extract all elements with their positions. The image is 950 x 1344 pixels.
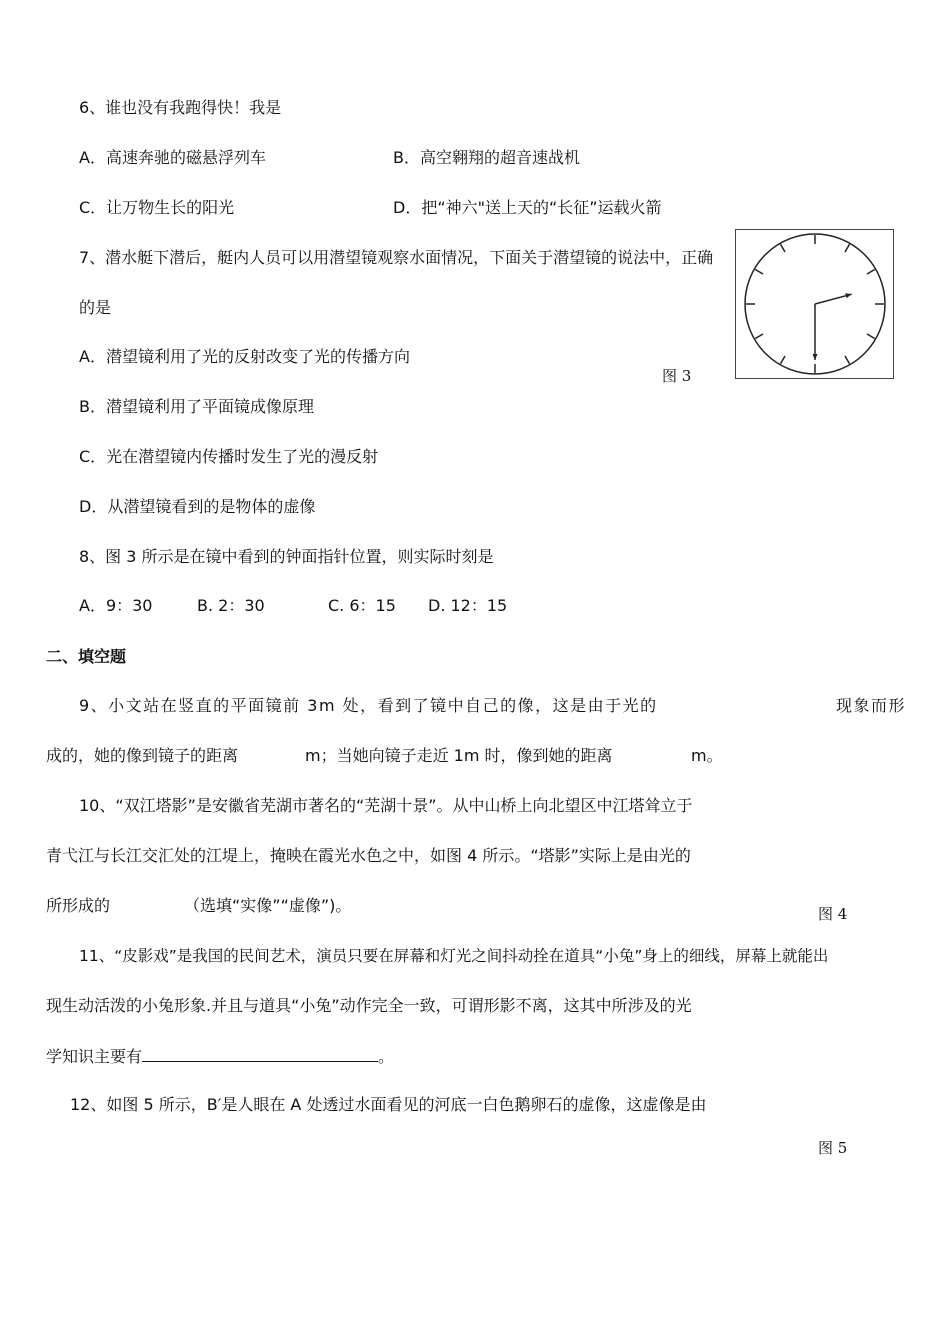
clock-tick — [755, 334, 763, 339]
clock-figure — [735, 229, 894, 379]
q12-line1: 12、如图 5 所示，B′是人眼在 A 处透过水面看见的河底一白色鹅卵石的虚像，这虚像是由 — [70, 1095, 707, 1114]
q11-line3-text: 学知识主要有 — [46, 1047, 143, 1066]
clock-tick — [781, 244, 786, 252]
q9-line1 — [79, 695, 906, 717]
q8-option-d: D. 12：15 — [428, 596, 508, 615]
q6-option-d: D．把“神六"送上天的“长征”运载火箭 — [393, 198, 662, 217]
q11-answer-blank — [142, 1044, 378, 1062]
q7-option-c: C．光在潜望镜内传播时发生了光的漫反射 — [79, 447, 379, 466]
q10-line3a: 所形成的 — [46, 896, 111, 915]
q6-option-b: B．高空翱翔的超音速战机 — [393, 148, 580, 167]
q10-line2: 青弋江与长江交汇处的江堤上，掩映在霞光水色之中，如图 4 所示。“塔影”实际上是由光的 — [46, 846, 691, 865]
q10-line1: 10、“双江塔影”是安徽省芜湖市著名的“芜湖十景”。从中山桥上向北望区中江塔耸立于 — [79, 796, 693, 815]
clock-tick — [867, 334, 875, 339]
clock-tick — [781, 356, 786, 364]
q10-line3b: （选填“实像”“虚像”)。 — [184, 896, 352, 915]
q7-stem-line1: 7、潜水艇下潜后，艇内人员可以用潜望镜观察水面情况，下面关于潜望镜的说法中，正确 — [79, 248, 714, 267]
q8-option-a: A．9：30 — [79, 596, 153, 615]
q6-stem: 6、谁也没有我跑得快！我是 — [79, 98, 282, 117]
q9-part2: 现象而形 — [835, 696, 906, 715]
clock-tick — [845, 244, 850, 252]
q9-part1: 9、小文站在竖直的平面镜前 3m 处，看到了镜中自己的像，这是由于光的 — [79, 696, 658, 715]
q8-stem: 8、图 3 所示是在镜中看到的钟面指针位置，则实际时刻是 — [79, 547, 494, 566]
clock-tick — [867, 270, 875, 275]
q8-option-b: B. 2：30 — [197, 596, 265, 615]
q11-line3 — [46, 1044, 394, 1068]
q8-option-c: C. 6：15 — [328, 596, 396, 615]
q6-option-c: C．让万物生长的阳光 — [79, 198, 235, 217]
q11-line3-end: 。 — [378, 1047, 395, 1066]
q11-line2: 现生动活泼的小兔形象.并且与道具“小兔”动作完全一致，可谓形影不离，这其中所涉及的光 — [46, 996, 692, 1015]
q7-option-d: D．从潜望镜看到的是物体的虚像 — [79, 497, 316, 516]
figure-5-caption: 图 5 — [818, 1139, 848, 1157]
figure-3-caption: 图 3 — [662, 367, 692, 385]
q6-option-a: A．高速奔驰的磁悬浮列车 — [79, 148, 266, 167]
q7-option-b: B．潜望镜利用了平面镜成像原理 — [79, 397, 314, 416]
clock-tick — [755, 270, 763, 275]
q9-line2a: 成的，她的像到镜子的距离 — [46, 746, 239, 765]
q7-stem-line2: 的是 — [79, 298, 112, 317]
clock-tick — [845, 356, 850, 364]
q9-line2b: m；当她向镜子走近 1m 时，像到她的距离 — [305, 746, 613, 765]
q11-line1: 11、“皮影戏”是我国的民间艺术，演员只要在屏幕和灯光之间抖动拴在道具“小兔”身上的细线，屏幕上就能出 — [79, 947, 829, 965]
q7-option-a: A．潜望镜利用了光的反射改变了光的传播方向 — [79, 347, 410, 366]
clock-minute-arrowhead — [813, 354, 818, 360]
figure-4-caption: 图 4 — [818, 905, 848, 923]
clock-face-icon — [736, 230, 893, 378]
q9-line2c: m。 — [691, 746, 723, 765]
section-fill-in-title: 二、填空题 — [46, 647, 127, 666]
